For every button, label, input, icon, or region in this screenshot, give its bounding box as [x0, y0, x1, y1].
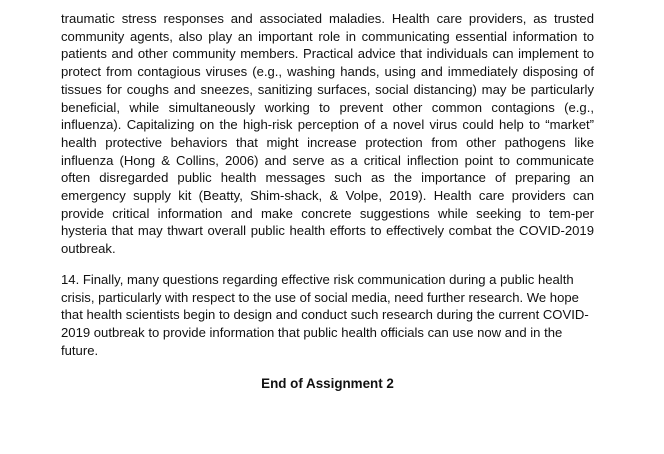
- document-page: [61, 10, 594, 391]
- body-paragraph-continued: traumatic stress responses and associated maladies. Health care providers, as trusted community agents, also play an important role in communicating essential information to patients and other community members. Practical advice that individuals can implement to protect from contagious viruses (e.g., washing hands, using and immediately disposing of tissues for coughs and sneezes, sanitizing surfaces, social distancing) may be particularly beneficial, while simultaneously working to prevent other common contagions (e.g., influenza). Capitalizing on the high-risk perception of a novel virus could help to “market” health protective behaviors that might increase protection from other pathogens like influenza (Hong & Collins, 2006) and serve as a critical inflection point to communicate often disregarded public health messages such as the importance of preparing an emergency supply kit (Beatty, Shim-shack, & Volpe, 2019). Health care providers can provide critical information and make concrete suggestions while seeking to tem-per hysteria that may thwart overall public health efforts to effectively combat the COVID-2019 outbreak.: [61, 11, 594, 257]
- body-paragraph-14: 14. Finally, many questions regarding effective risk communication during a public health crisis, particularly with respect to the use of social media, need further research. We hope that health scientists begin to design and conduct such research during the current COVID-2019 outbreak to provide information that public health officials can use now and in the future.: [61, 271, 589, 358]
- end-of-assignment-heading: End of Assignment 2: [261, 376, 394, 392]
